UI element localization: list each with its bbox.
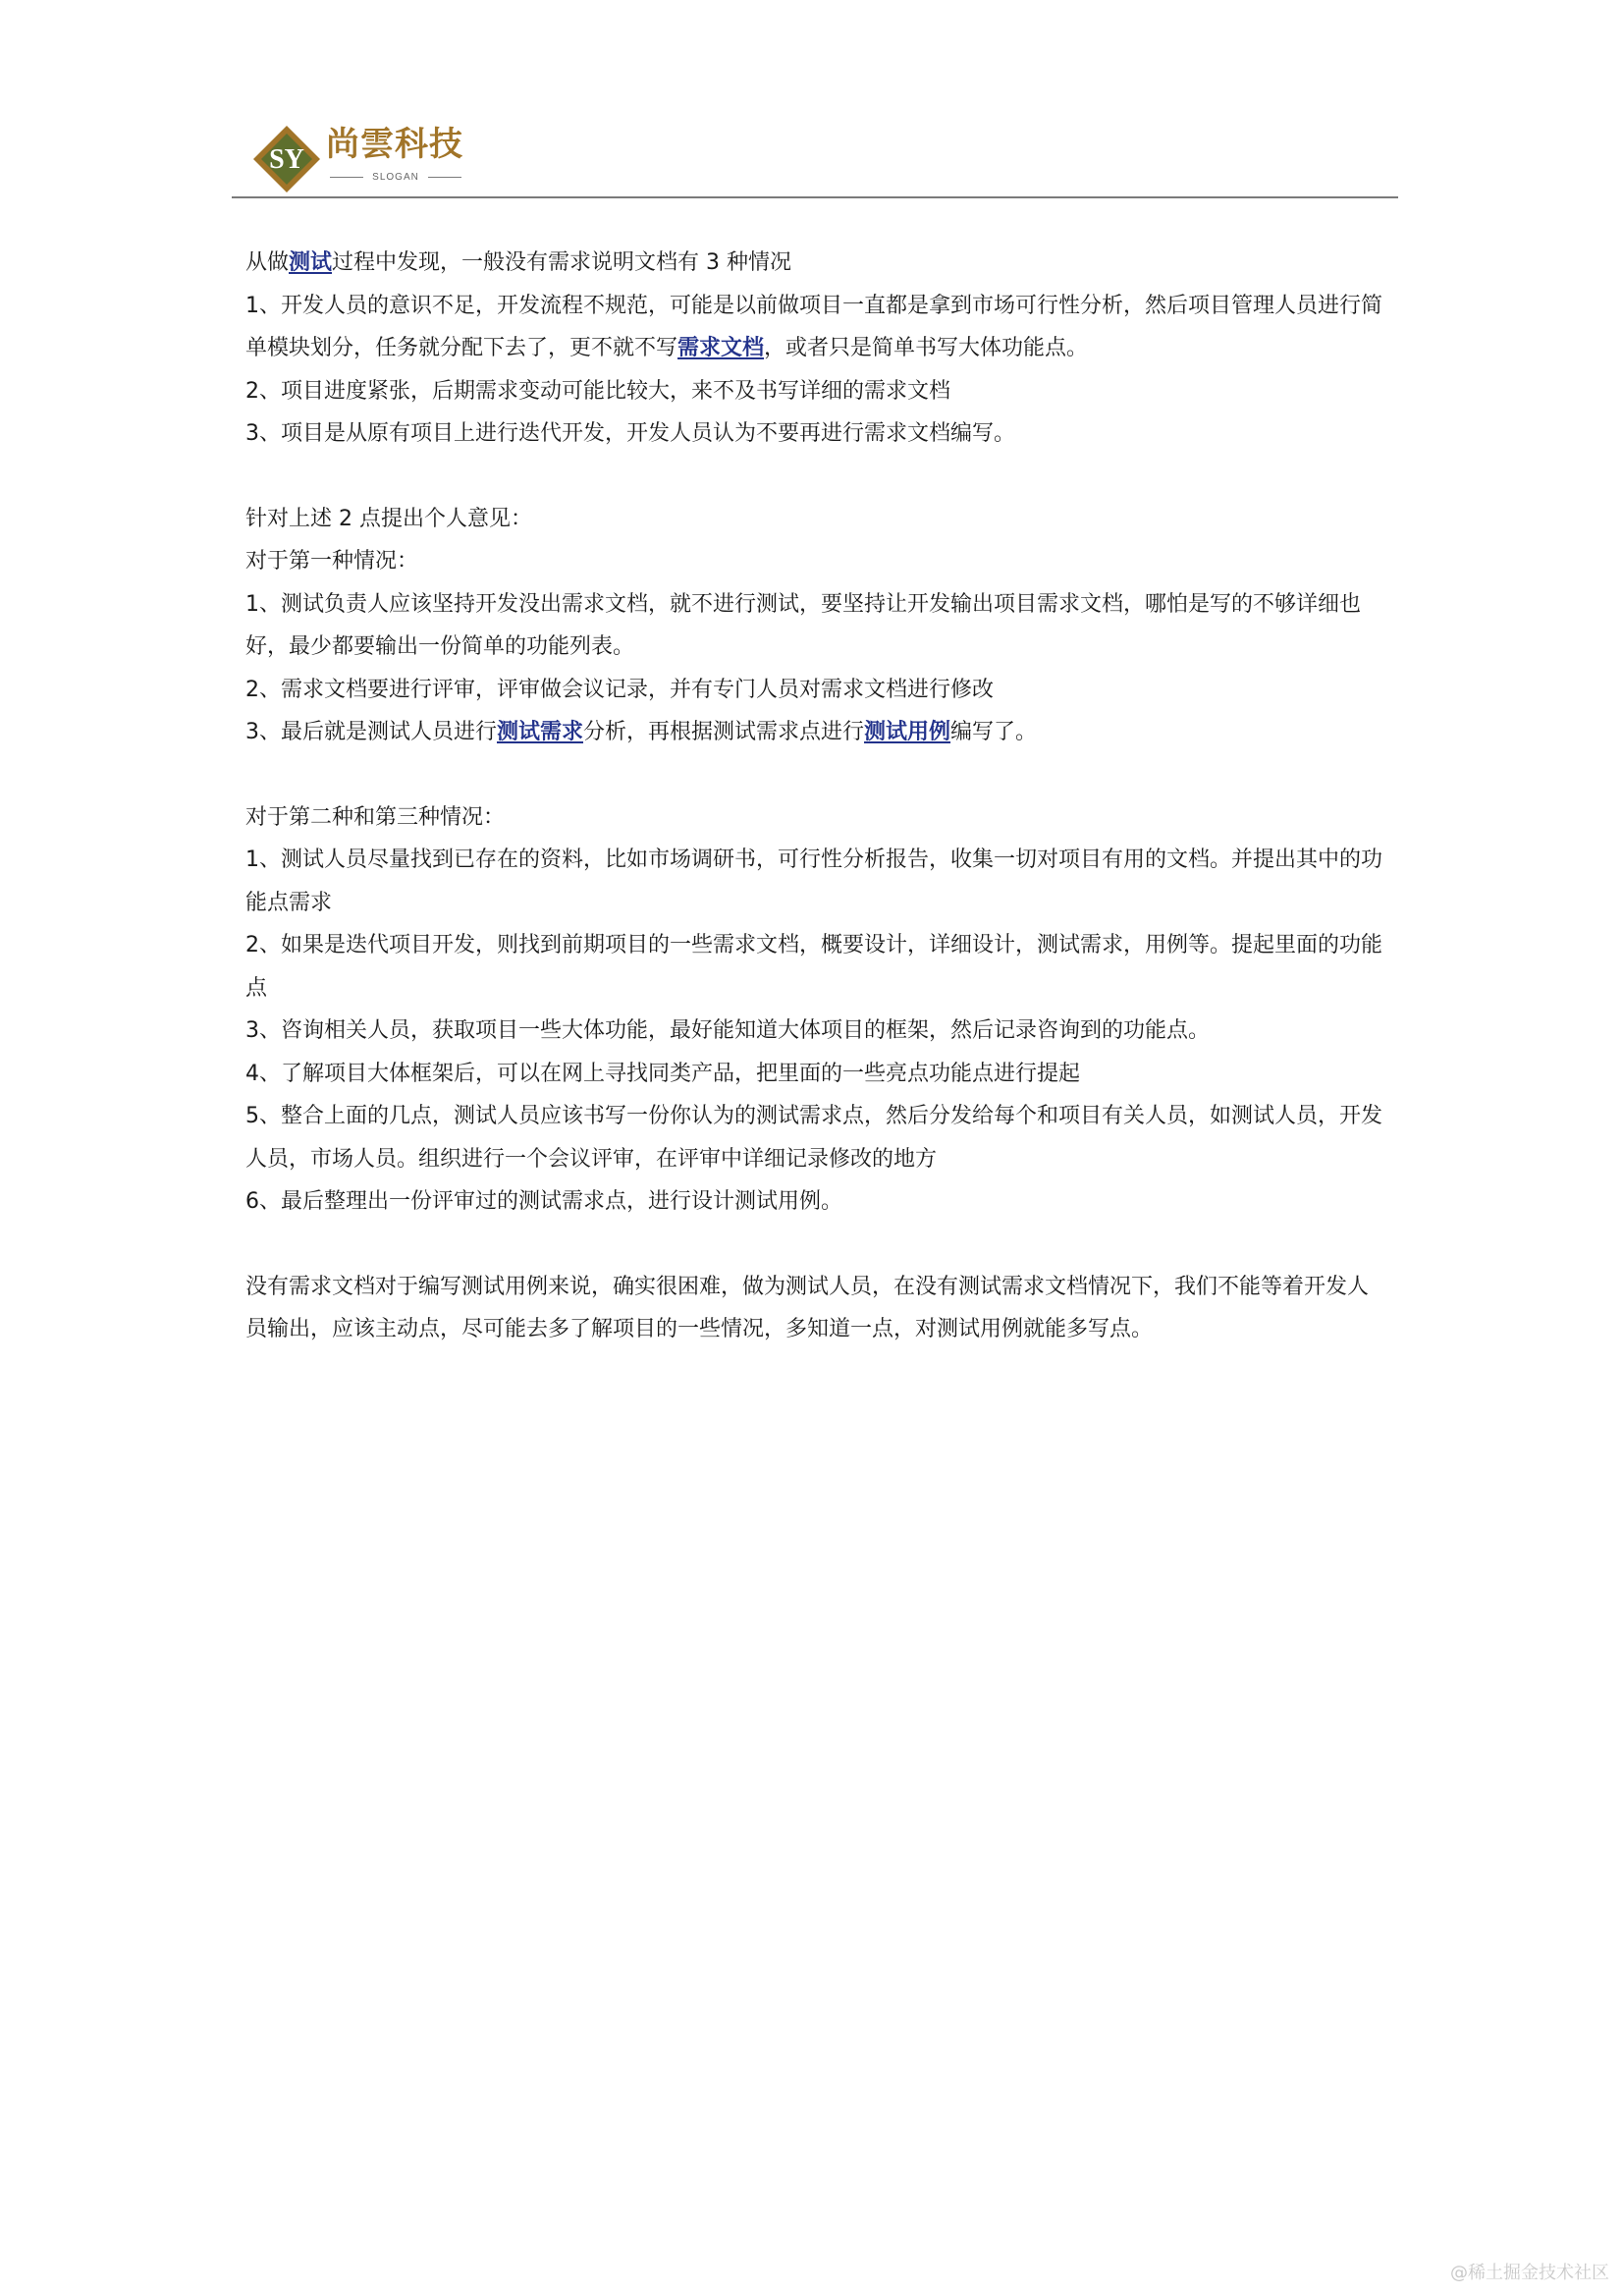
link-test-cases[interactable]: 测试用例	[864, 720, 951, 744]
case-3-paragraph: 3、项目是从原有项目上进行迭代开发，开发人员认为不要再进行需求文档编写。	[245, 421, 1015, 446]
case-1-text-pre: 1、开发人员的意识不足，开发流程不规范，可能是以前做项目一直都是拿到市场可行性分析，然后项目管理人员进行简单模块划分，任务就分配下去了，更不就不写	[245, 293, 1383, 360]
logo-line-left	[330, 177, 363, 178]
case-2-paragraph: 2、项目进度紧张，后期需求变动可能比较大，来不及书写详细的需求文档	[245, 378, 950, 404]
intro-text-post: 过程中发现，一般没有需求说明文档有 3 种情况	[332, 250, 792, 275]
second-case-item-4: 4、了解项目大体框架后，可以在网上寻找同类产品，把里面的一些亮点功能点进行提起	[245, 1061, 1080, 1086]
logo-mark-text: SY	[269, 144, 304, 175]
case-1-paragraph	[245, 285, 1386, 370]
logo-subtitle: SLOGAN	[372, 172, 419, 183]
paragraph-gap	[245, 1224, 1386, 1266]
opinion-intro: 针对上述 2 点提出个人意见：	[245, 506, 532, 531]
link-testing[interactable]: 测试	[289, 250, 333, 275]
second-case-item-5: 5、整合上面的几点，测试人员应该书写一份你认为的测试需求点，然后分发给每个和项目有关人员，如测试人员，开发人员，市场人员。组织进行一个会议评审，在评审中详细记录修改的地方	[245, 1104, 1383, 1172]
paragraph-gap	[245, 456, 1386, 498]
source-watermark: @稀土掘金技术社区	[1450, 2263, 1609, 2283]
first-3-text-pre: 3、最后就是测试人员进行	[245, 720, 497, 744]
document-body	[245, 242, 1386, 1351]
second-case-item-2: 2、如果是迭代项目开发，则找到前期项目的一些需求文档，概要设计，详细设计，测试需求，用例等。提起里面的功能点	[245, 933, 1383, 1001]
header-divider	[232, 196, 1398, 198]
link-test-requirements[interactable]: 测试需求	[497, 720, 584, 744]
second-case-heading: 对于第二种和第三种情况：	[245, 804, 506, 830]
first-3-text-post: 编写了。	[950, 720, 1038, 744]
first-case-item-1: 1、测试负责人应该坚持开发没出需求文档，就不进行测试，要坚持让开发输出项目需求文档，哪怕是写的不够详细也好，最少都要输出一份简单的功能列表。	[245, 591, 1362, 659]
company-logo-icon	[251, 124, 322, 194]
first-case-item-2: 2、需求文档要进行评审，评审做会议记录，并有专门人员对需求文档进行修改	[245, 677, 994, 702]
logo-subtitle-block	[330, 169, 461, 187]
second-case-item-6: 6、最后整理出一份评审过的测试需求点，进行设计测试用例。	[245, 1189, 842, 1214]
logo-line-right	[428, 177, 461, 178]
intro-paragraph	[245, 242, 1386, 285]
first-3-text-mid: 分析，再根据测试需求点进行	[583, 720, 865, 744]
first-case-item-3	[245, 711, 1386, 754]
intro-text-pre: 从做	[245, 250, 290, 275]
document-header	[232, 110, 1398, 194]
logo-title: 尚雲科技	[326, 125, 463, 164]
conclusion-paragraph: 没有需求文档对于编写测试用例来说，确实很困难，做为测试人员，在没有测试需求文档情况下，我们不能等着开发人员输出，应该主动点，尽可能去多了解项目的一些情况，多知道一点，对测试用例就能多写点。	[245, 1274, 1370, 1341]
case-1-text-post: ，或者只是简单书写大体功能点。	[764, 336, 1089, 360]
second-case-item-3: 3、咨询相关人员，获取项目一些大体功能，最好能知道大体项目的框架，然后记录咨询到的功能点。	[245, 1018, 1211, 1043]
link-requirements-doc[interactable]: 需求文档	[677, 336, 765, 360]
second-case-item-1: 1、测试人员尽量找到已存在的资料，比如市场调研书，可行性分析报告，收集一切对项目有用的文档。并提出其中的功能点需求	[245, 847, 1383, 915]
paragraph-gap	[245, 754, 1386, 796]
first-case-heading: 对于第一种情况：	[245, 549, 419, 574]
